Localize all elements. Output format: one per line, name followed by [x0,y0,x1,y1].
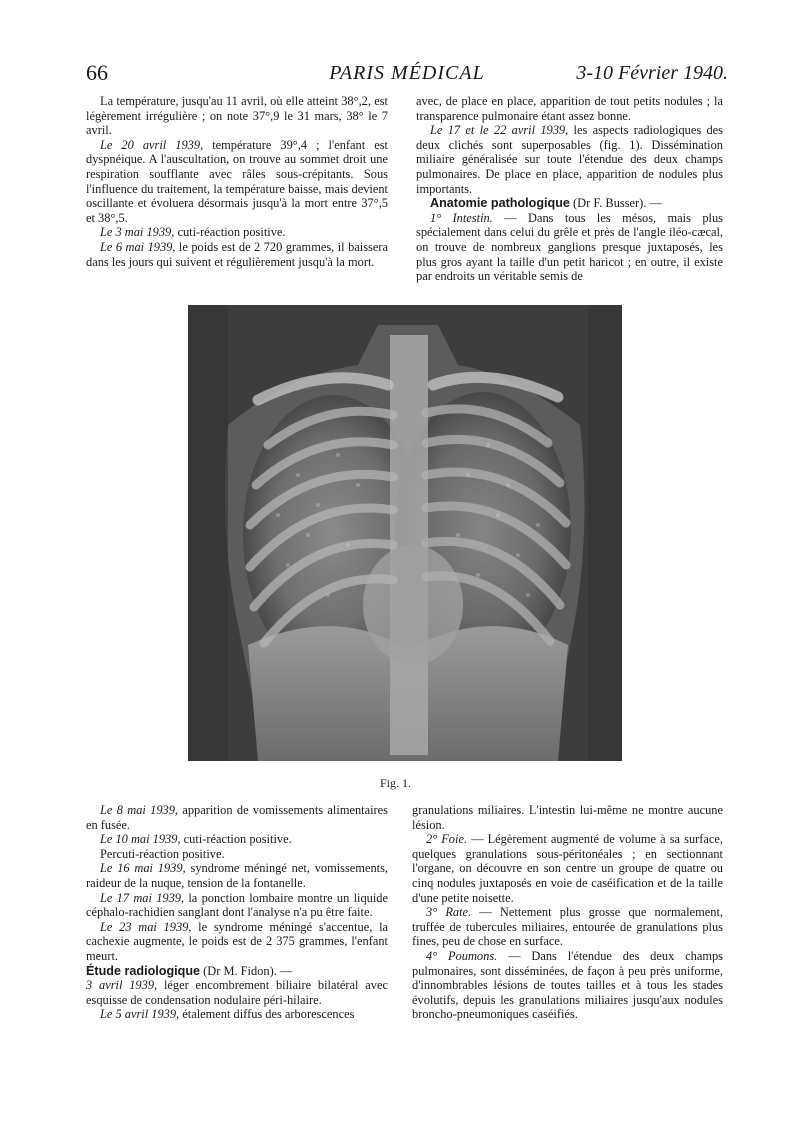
date-label: Le 5 avril 1939, [100,1007,180,1022]
paragraph: La température, jusqu'au 11 avril, où elle atteint 38°,2, est légèrement irrégulière ; on note 37°,9 le 31 mars, 38° le 7 avril. [86,94,388,138]
item-label: 1° Intestin. [430,210,493,225]
paragraph: Percuti-réaction positive. [100,846,225,861]
paragraph [412,905,723,949]
paragraph [86,978,388,1007]
column-top-left [86,94,388,269]
paragraph-text: syndrome méningé net, vomissements, raideur de la nuque, tension de la fontanelle. [86,861,389,890]
date-label: Le 17 mai 1939, [100,890,185,905]
paragraph: avec, de place en place, apparition de tout petits nodules ; la transparence pulmonaire étant assez bonne. [416,94,723,123]
running-header [86,60,728,90]
date-label: Le 8 mai 1939, [100,803,179,817]
paragraph-text: la ponction lombaire montre un liquide céphalo-rachidien sanglant dont l'analyse n'a pu être faite. [86,890,388,920]
date-label: Le 10 mai 1939, [100,832,181,847]
paragraph-text: cuti-réaction positive. [180,832,292,847]
paragraph [86,891,388,920]
paragraph [86,832,388,847]
column-bottom-right [412,803,723,1022]
date-label: Le 16 mai 1939, [100,861,186,876]
paragraph-text: apparition de vomissements alimentaires en fusée. [86,803,388,832]
paragraph [86,920,388,964]
heading-text: Étude radiologique [86,963,201,978]
date-label: Le 17 et le 22 avril 1939, [430,123,569,138]
paragraph-text: étalement diffus des arborescences [179,1007,355,1022]
issue-date: 3-10 Février 1940. [576,62,728,84]
journal-title: PARIS MÉDICAL [329,62,485,84]
paragraph [412,949,723,1022]
section-heading-anatomy [416,196,723,211]
paragraph [86,861,388,890]
date-label: 3 avril 1939, [86,978,158,993]
paragraph [416,123,723,196]
column-bottom-left [86,803,388,1022]
item-label: 4° Poumons. [426,948,498,963]
paragraph-text: léger encombrement biliaire bilatéral avec esquisse de condensation nodulaire péri-hilaire. [86,978,388,1007]
heading-author: (Dr M. Fidon). — [200,963,293,978]
item-label: 2° Foie. [426,832,468,847]
paragraph-text: — Légèrement augmenté de volume à sa surface, quelques granulations sous-péritonéales ; en sectionnant l'organe, on découvre en son centre un groupe de quatre ou cinq nodules juxtaposés en voie de caséification et de la taille d'une petite noisette. [412,832,723,905]
heading-text: Anatomie pathologique [430,196,570,211]
date-label: Le 20 avril 1939, [100,137,204,152]
paragraph-text: le syndrome méningé s'accentue, la cachexie augmente, le poids est de 2 375 grammes, l'enfant meurt. [86,919,389,963]
paragraph [86,1007,388,1022]
paragraph [86,803,388,832]
date-label: Le 3 mai 1939, [100,225,175,240]
paragraph-text: — Nettement plus grosse que normalement, truffée de tubercules miliaires, entourée de granulations plus fines, peu de chose en surface. [412,905,723,949]
date-label: Le 23 mai 1939, [100,919,192,934]
column-top-right [416,94,723,284]
paragraph: Le 6 mai 1939, le poids est de 2 720 grammes, il baissera dans les jours qui suivent et régulièrement jusqu'à la mort. [86,239,388,269]
paragraph [416,211,723,284]
paragraph-text: — Dans l'étendue des deux champs pulmonaires, sont disséminées, de façon à peu près uniforme, d'innombrables lésions de toutes tailles et à tous les stades évolutifs, depuis les granulations miliaires jusqu'aux nodules broncho-pneumoniques caséifiés. [412,948,723,1022]
paragraph-text: les aspects radiologiques des deux clichés sont superposables (fig. 1). Dissémination miliaire généralisée sur toute l'étendue des deux champs pulmonaires. De place en place, apparition de nodules plus importants. [416,123,723,196]
paragraph: granulations miliaires. L'intestin lui-même ne montre aucune lésion. [412,803,723,832]
paragraph [412,832,723,905]
item-label: 3° Rate. [426,905,472,920]
page-number: 66 [86,60,108,85]
paragraph-text: — Dans tous les mésos, mais plus spécialement dans celui du grêle et près de l'angle iléo-cæcal, on trouve de nombreux ganglions presque juxtaposés, les plus gros ayant la taille d'un petit haricot ; en outre, il existe par endroits un véritable semis de [416,210,723,284]
heading-author: (Dr F. Busser). — [569,196,662,211]
section-heading-radiology [86,964,388,979]
paragraph: Le 3 mai 1939, cuti-réaction positive. [100,225,286,240]
chest-xray-figure [188,305,622,761]
figure-caption: Fig. 1. [380,776,412,790]
date-label: Le 6 mai 1939, [100,239,176,254]
paragraph: Le 20 avril 1939, température 39°,4 ; l'enfant est dyspnéique. A l'auscultation, on trouve au sommet droit une respiration soufflante avec râles sous-crépitants. Sous l'influence du traitement, la température baisse, mais devient oscillante et évoluera désormais jusqu'à la mort entre 37°,5 et 38°,5. [86,137,388,225]
